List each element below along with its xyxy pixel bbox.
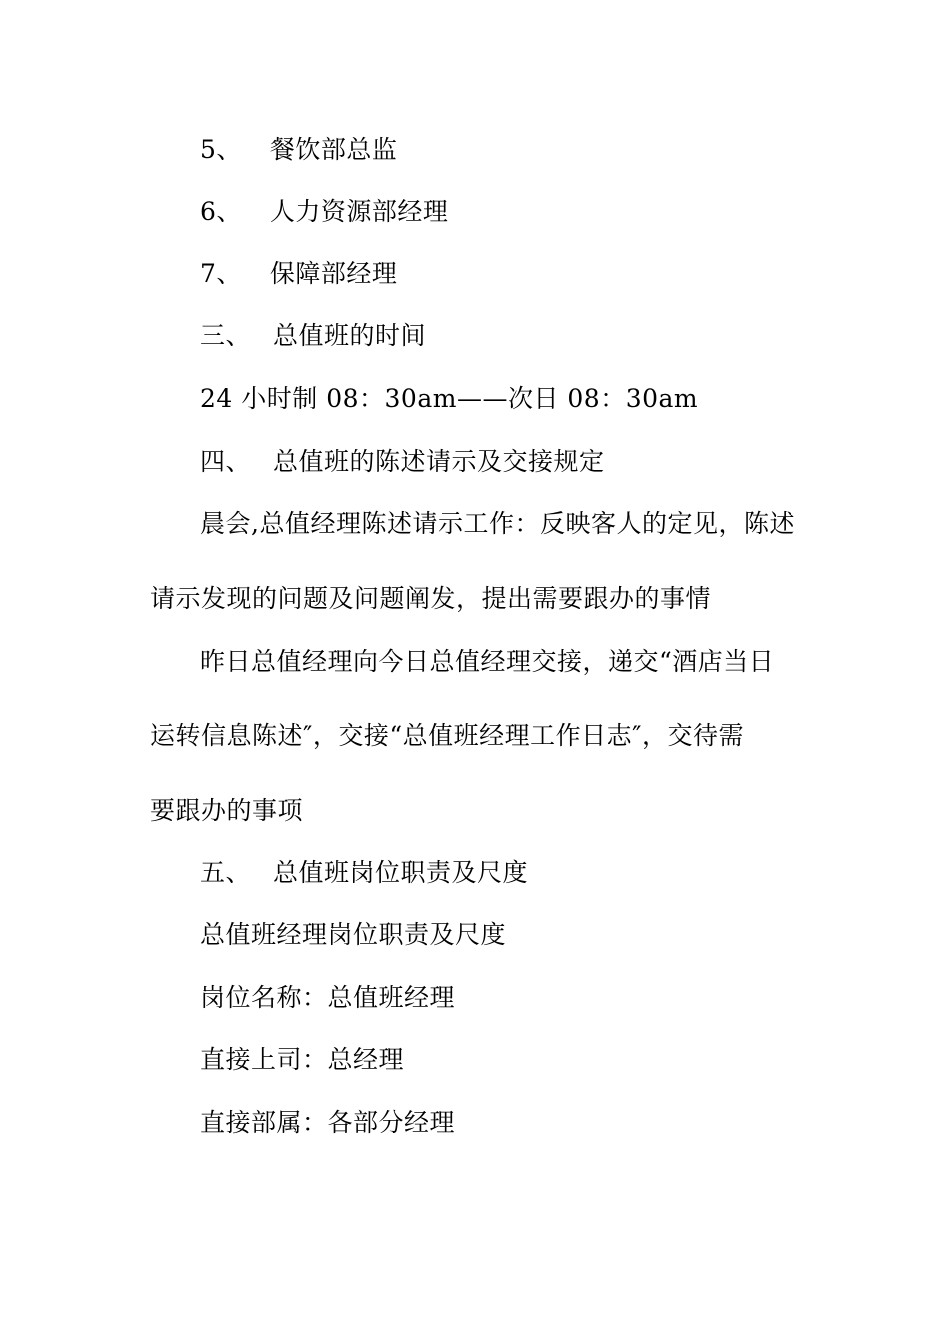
direct-superior: 直接上司：总经理	[200, 1045, 405, 1074]
list-item-number: 6、	[200, 197, 242, 226]
paragraph-handover-line3: 要跟办的事项	[150, 796, 304, 825]
section-title: 总值班的陈述请示及交接规定	[273, 447, 605, 476]
section-title: 总值班岗位职责及尺度	[273, 858, 529, 887]
shift-time-line: 24 小时制 08：30am——次日 08：30am	[200, 384, 699, 413]
direct-subordinate: 直接部属：各部分经理	[200, 1108, 456, 1137]
list-item-number: 7、	[200, 259, 242, 288]
list-item-7	[200, 259, 397, 289]
section-number: 五、	[200, 858, 252, 887]
list-item-text: 保障部经理	[269, 259, 398, 288]
section-title: 总值班的时间	[273, 321, 427, 350]
position-name: 岗位名称：总值班经理	[200, 983, 456, 1012]
paragraph-handover-line2: 运转信息陈述″，交接“总值班经理工作日志″，交待需	[150, 721, 744, 750]
list-item-6	[200, 197, 448, 227]
section-number: 四、	[200, 447, 252, 476]
list-item-text: 餐饮部总监	[269, 135, 398, 164]
list-item-5	[200, 135, 397, 165]
section-heading-4	[200, 447, 605, 477]
paragraph-morning-meeting-line2: 请示发现的问题及问题阐发，提出需要跟办的事情	[150, 584, 712, 613]
paragraph-handover-line1: 昨日总值经理向今日总值经理交接，递交“酒店当日	[200, 647, 775, 676]
section-heading-3	[200, 321, 426, 351]
section-number: 三、	[200, 321, 252, 350]
paragraph-morning-meeting-line1: 晨会,总值经理陈述请示工作：反映客人的定见，陈述	[200, 509, 795, 538]
list-item-number: 5、	[200, 135, 242, 164]
section-heading-5	[200, 858, 528, 888]
sub-title: 总值班经理岗位职责及尺度	[200, 920, 507, 949]
list-item-text: 人力资源部经理	[269, 197, 449, 226]
